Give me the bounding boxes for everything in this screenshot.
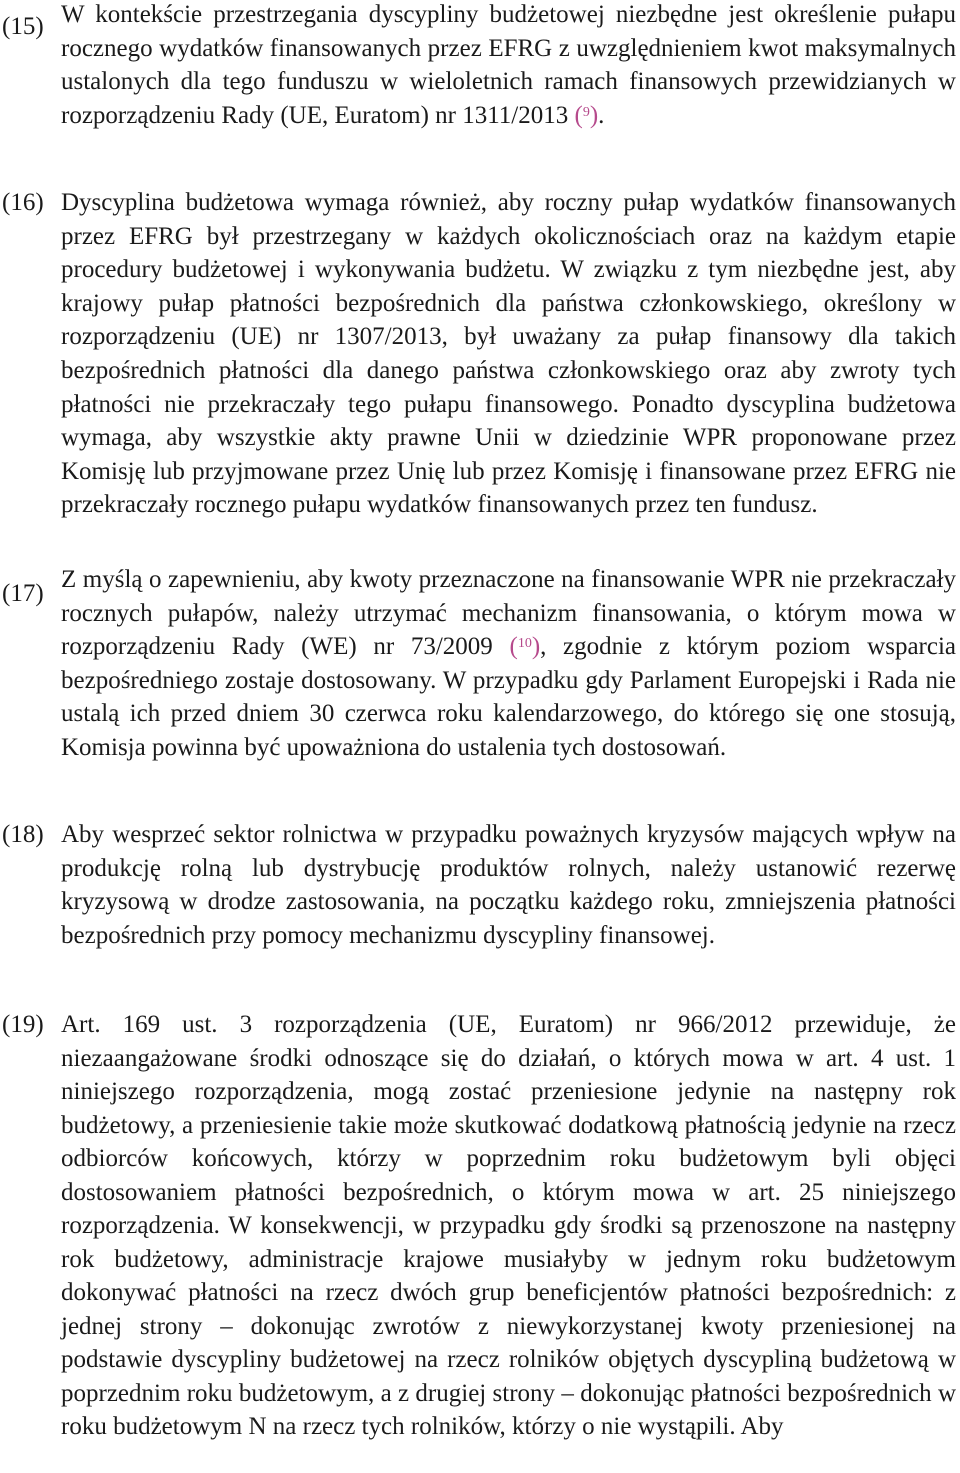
- recital-number: (18): [2, 821, 44, 848]
- recital-number: (17): [2, 580, 44, 607]
- recital-text: Aby wesprzeć sektor rolnictwa w przypadku poważnych kryzysów mających wpływ na produkcję rolną lub dystrybucję produktów rolnych, należy ustanowić rezerwę kryzysową w drodze zastosowania, na początku każdego roku, zmniejszenia płatności bezpośrednich przy pomocy mechanizmu dyscypliny finansowej.: [61, 821, 956, 949]
- recital-body: W kontekście przestrzegania dyscypliny budżetowej niezbędne jest określenie pułapu rocznego wydatków finansowanych przez EFRG z uwzględnieniem kwot maksymalnych ustalonych dla tego funduszu w wieloletnich ramach finansowych przewidzianych w rozporządzeniu Rady (UE, Euratom) nr 1311/2013: [61, 1, 956, 129]
- recital-body-end: , zgodnie z którym poziom wsparcia bezpośredniego zostaje dostosowany. W przypadku gdy Parlament Europejski i Rada nie ustalą ich przed dniem 30 czerwca roku kalendarzowego, do którego się one stosują, Komisja powinna być upoważniona do ustalenia tych dostosowań.: [61, 633, 957, 761]
- recital-number: (16): [2, 189, 44, 216]
- footnote-ref[interactable]: 10: [517, 636, 532, 652]
- recital-number: (19): [2, 1011, 44, 1038]
- recital-text: Dyscyplina budżetowa wymaga również, aby roczny pułap wydatków finansowanych przez EFRG był przestrzegany w każdych okolicznościach oraz na każdym etapie procedury budżetowej i wykonywania budżetu. W związku z tym niezbędne jest, aby krajowy pułap płatności bezpośrednich dla państwa członkowskiego, określony w rozporządzeniu (UE) nr 1307/2013, był uważany za pułap finansowy dla takich bezpośrednich płatności dla danego państwa członkowskiego oraz aby zwroty tych płatności nie przekraczały tego pułapu finansowego. Ponadto dyscyplina budżetowa wymaga, aby wszystkie akty prawne Unii w dziedzinie WPR proponowane przez Komisję lub przyjmowane przez Unię lub przez Komisję i finansowane przez EFRG nie przekraczały rocznego pułapu wydatków finansowanych przez ten fundusz.: [61, 189, 956, 519]
- recital-body-start: Z myślą o zapewnieniu, aby kwoty przeznaczone na finansowanie WPR nie przekraczały rocznych pułapów, należy utrzymać mechanizm finansowania, o którym mowa w rozporządzeniu Rady (WE) nr 73/2009: [61, 566, 956, 661]
- recital-number: (15): [2, 13, 44, 40]
- recital-text: Art. 169 ust. 3 rozporządzenia (UE, Euratom) nr 966/2012 przewiduje, że niezaangażowane środki odnoszące się do działań, o których mowa w art. 4 ust. 1 niniejszego rozporządzenia, mogą zostać przeniesione jedynie na następny rok budżetowy, a przeniesienie takie może skutkować dodatkową płatnością jedynie na rzecz odbiorców końcowych, którzy w poprzednim roku budżetowym byli objęci dostosowaniem płatności bezpośrednich, o którym mowa w art. 25 niniejszego rozporządzenia. W konsekwencji, w przypadku gdy środki są przenoszone na następny rok budżetowy, administracje krajowe musiałyby w jednym roku budżetowym dokonywać płatności na rzecz dwóch grup beneficjentów płatności bezpośrednich: z jednej strony – dokonując zwrotów z niewykorzystanej kwoty przeniesionej na podstawie dyscypliny budżetowej na rzecz rolników objętych dyscypliną budżetową w poprzednim roku budżetowym, a z drugiej strony – dokonując płatności bezpośrednich w roku budżetowym N na rzecz tych rolników, którzy o nie wystąpili. Aby: [61, 1011, 956, 1440]
- recital-text: W kontekście przestrzegania dyscypliny budżetowej niezbędne jest określenie pułapu rocznego wydatków finansowanych przez EFRG z uwzględnieniem kwot maksymalnych ustalonych dla tego funduszu w wieloletnich ramach finansowych przewidzianych w rozporządzeniu Rady (UE, Euratom) nr 1311/2013 ($^9$).: [61, 1, 956, 129]
- recital-end: .: [598, 101, 605, 129]
- footnote-ref[interactable]: 9: [582, 104, 590, 120]
- recital-text: Z myślą o zapewnieniu, aby kwoty przeznaczone na finansowanie WPR nie przekraczały rocznych pułapów, należy utrzymać mechanizm finansowania, o którym mowa w rozporządzeniu Rady (WE) nr 73/2009 ($^{10}$), zgodnie z którym poziom wsparcia bezpośredniego zostaje dostosowany. W przypadku gdy Parlament Europejski i Rada nie ustalą ich przed dniem 30 czerwca roku kalendarzowego, do którego się one stosują, Komisja powinna być upoważniona do ustalenia tych dostosowań.: [61, 566, 957, 761]
